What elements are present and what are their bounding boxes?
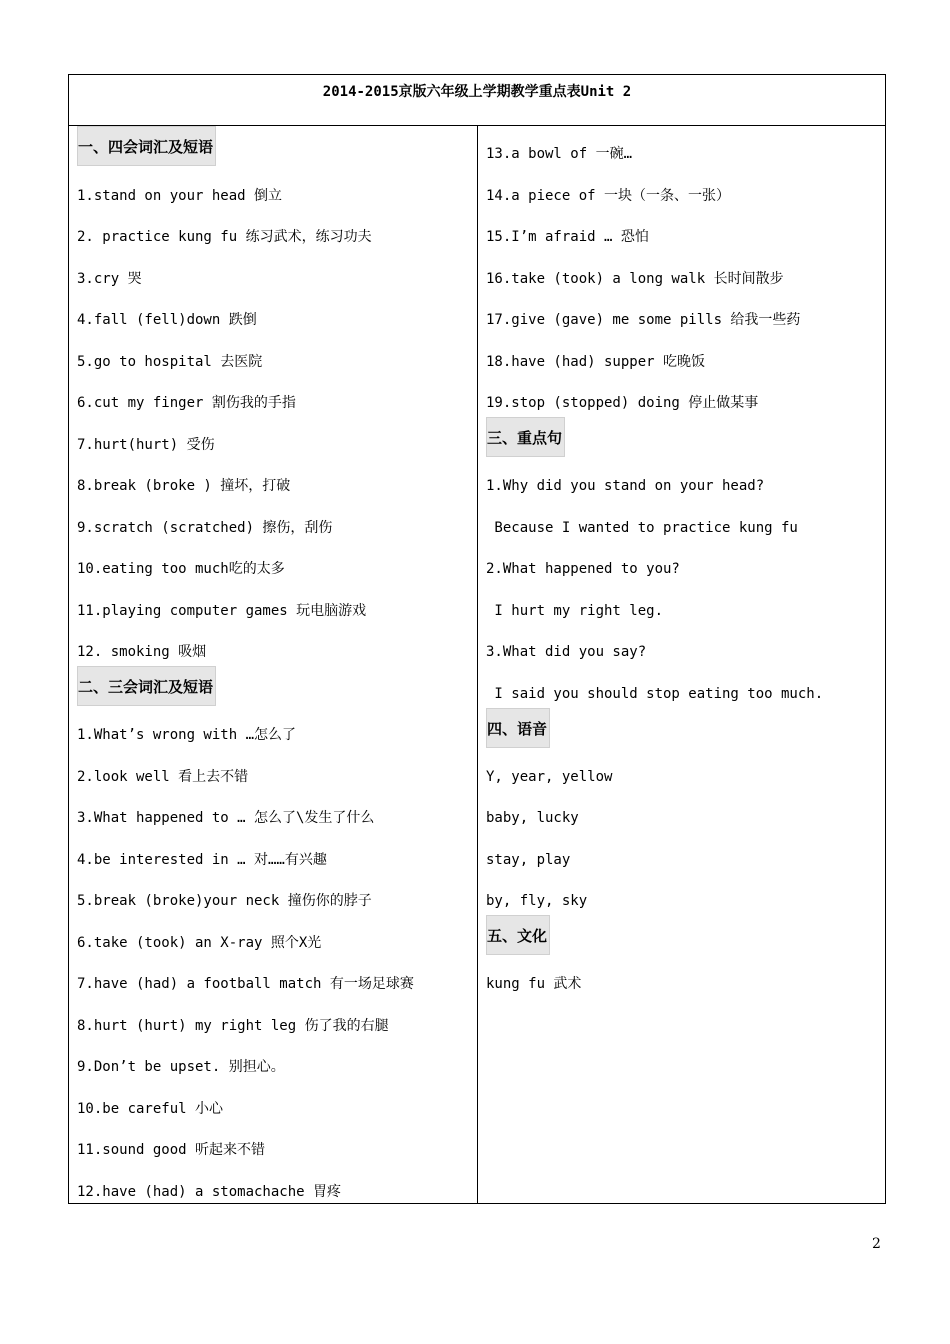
vocab-item: 14.a piece of 一块（一条、一张） (486, 188, 731, 204)
vocab-item: 5.break (broke)your neck 撞伤你的脖子 (77, 893, 372, 909)
vocab-item: 5.go to hospital 去医院 (77, 354, 263, 370)
vocab-item: 9.scratch (scratched) 擦伤，刮伤 (77, 520, 333, 536)
vocab-item: 1.What’s wrong with …怎么了 (77, 727, 297, 743)
key-points-table (68, 74, 886, 1204)
phonics-item: Y, year, yellow (486, 769, 613, 785)
vocab-item: 1.stand on your head 倒立 (77, 188, 283, 204)
vocab-item: 6.take (took) an X-ray 照个X光 (77, 935, 322, 951)
sentence-item: I hurt my right leg. (486, 603, 664, 619)
table-title: 2014-2015京版六年级上学期教学重点表Unit 2 (322, 84, 632, 100)
vocab-item: 15.I’m afraid … 恐怕 (486, 229, 649, 245)
vocab-item: 11.playing computer games 玩电脑游戏 (77, 603, 367, 619)
vocab-item: 12. smoking 吸烟 (77, 644, 207, 660)
section-heading-key-sentences: 三、重点句 (486, 417, 565, 457)
phonics-item: stay, play (486, 852, 571, 868)
vocab-item: 8.break (broke ) 撞坏，打破 (77, 478, 291, 494)
vocab-item: 7.hurt(hurt) 受伤 (77, 437, 215, 453)
section-heading-phonics: 四、语音 (486, 708, 550, 748)
title-row (69, 75, 885, 126)
vocab-item: 6.cut my finger 割伤我的手指 (77, 395, 296, 411)
phonics-item: by, fly, sky (486, 893, 588, 909)
phonics-item: baby, lucky (486, 810, 579, 826)
section-heading-culture: 五、文化 (486, 915, 550, 955)
page-number: 2 (872, 1236, 881, 1252)
sentence-item: 1.Why did you stand on your head? (486, 478, 765, 494)
column-divider (477, 126, 478, 1204)
sentence-item: 2.What happened to you? (486, 561, 680, 577)
culture-item: kung fu 武术 (486, 976, 582, 992)
vocab-item: 2. practice kung fu 练习武术，练习功夫 (77, 229, 372, 245)
vocab-item: 2.look well 看上去不错 (77, 769, 249, 785)
vocab-item: 12.have (had) a stomachache 胃疼 (77, 1184, 342, 1200)
sentence-item: Because I wanted to practice kung fu (486, 520, 798, 536)
vocab-item: 8.hurt (hurt) my right leg 伤了我的右腿 (77, 1018, 389, 1034)
vocab-item: 4.be interested in … 对……有兴趣 (77, 852, 327, 868)
section-heading-four-skill-vocab: 一、四会词汇及短语 (77, 126, 216, 166)
section-heading-three-skill-vocab: 二、三会词汇及短语 (77, 666, 216, 706)
vocab-item: 16.take (took) a long walk 长时间散步 (486, 271, 784, 287)
vocab-item: 10.be careful 小心 (77, 1101, 224, 1117)
vocab-item: 4.fall (fell)down 跌倒 (77, 312, 257, 328)
sentence-item: 3.What did you say? (486, 644, 647, 660)
vocab-item: 17.give (gave) me some pills 给我一些药 (486, 312, 801, 328)
vocab-item: 18.have (had) supper 吃晚饭 (486, 354, 706, 370)
vocab-item: 13.a bowl of 一碗… (486, 146, 633, 162)
vocab-item: 19.stop (stopped) doing 停止做某事 (486, 395, 759, 411)
vocab-item: 10.eating too much吃的太多 (77, 561, 285, 577)
vocab-item: 3.What happened to … 怎么了\发生了什么 (77, 810, 375, 826)
vocab-item: 9.Don’t be upset. 别担心。 (77, 1059, 285, 1075)
vocab-item: 11.sound good 听起来不错 (77, 1142, 266, 1158)
sentence-item: I said you should stop eating too much. (486, 686, 824, 702)
vocab-item: 3.cry 哭 (77, 271, 142, 287)
vocab-item: 7.have (had) a football match 有一场足球赛 (77, 976, 414, 992)
